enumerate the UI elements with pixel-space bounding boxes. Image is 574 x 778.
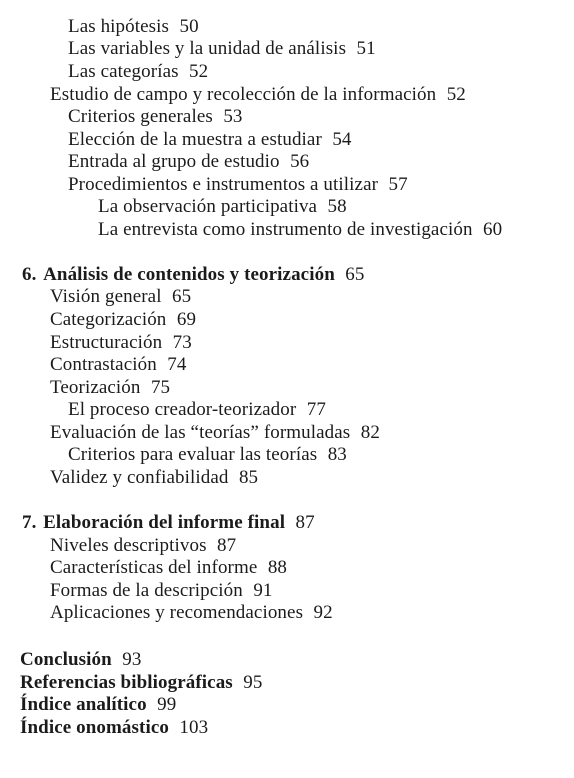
toc-entry-title: Entrada al grupo de estudio xyxy=(68,151,280,172)
toc-entry-page: 57 xyxy=(388,174,408,195)
toc-entry xyxy=(50,580,273,602)
toc-entry xyxy=(50,602,333,624)
toc-entry xyxy=(68,38,376,60)
toc-entry-page: 85 xyxy=(238,467,259,488)
toc-entry-page: 56 xyxy=(290,151,310,172)
toc-entry-page: 74 xyxy=(167,354,187,375)
toc-entry-page: 52 xyxy=(446,84,466,105)
toc-entry xyxy=(50,377,170,399)
toc-entry xyxy=(50,422,380,444)
toc-entry-page: 73 xyxy=(172,332,192,353)
toc-entry-title: Teorización xyxy=(50,377,141,398)
toc-entry xyxy=(68,106,243,128)
toc-entry xyxy=(68,16,199,38)
toc-entry xyxy=(98,196,347,218)
toc-entry-title: Estudio de campo y recolección de la información xyxy=(50,84,437,105)
toc-entry-page: 75 xyxy=(150,377,171,398)
toc-entry-title: Formas de la descripción xyxy=(50,580,243,601)
toc-entry-page: 88 xyxy=(267,557,288,578)
toc-entry-page: 52 xyxy=(189,61,209,82)
toc-entry-page: 51 xyxy=(356,38,376,59)
toc-entry-title: Elección de la muestra a estudiar xyxy=(68,129,322,150)
toc-entry xyxy=(68,129,352,151)
toc-entry-title: Análisis de contenidos y teorización xyxy=(43,264,335,285)
toc-entry-title: Visión general xyxy=(50,286,162,307)
toc-entry xyxy=(50,332,192,354)
toc-entry-title: Las categorías xyxy=(68,61,179,82)
toc-entry-title: Aplicaciones y recomendaciones xyxy=(50,602,304,623)
toc-entry xyxy=(22,264,365,286)
toc-entry-title: Validez y confiabilidad xyxy=(50,467,229,488)
toc-entry xyxy=(50,354,186,376)
toc-entry-title: Contrastación xyxy=(50,354,157,375)
toc-entry-title: Elaboración del informe final xyxy=(43,512,286,533)
toc-entry xyxy=(20,717,208,739)
toc-entry xyxy=(50,309,196,331)
toc-entry xyxy=(68,444,347,466)
toc-entry xyxy=(20,672,262,694)
toc-entry xyxy=(20,649,141,671)
toc-entry-title: Categorización xyxy=(50,309,167,330)
toc-entry-title: Conclusión xyxy=(20,649,112,670)
toc-entry-title: Las variables y la unidad de análisis xyxy=(68,38,347,59)
toc-entry-page: 58 xyxy=(327,196,347,217)
toc-entry-title: El proceso creador-teorizador xyxy=(68,399,297,420)
toc-entry-title: Las hipótesis xyxy=(68,16,170,37)
toc-entry xyxy=(50,286,191,308)
toc-entry xyxy=(20,694,176,716)
toc-entry-title: Estructuración xyxy=(50,332,163,353)
toc-entry-title: La entrevista como instrumento de investigación xyxy=(98,219,473,240)
toc-entry-title: Características del informe xyxy=(50,557,258,578)
toc-entry xyxy=(68,151,309,173)
toc-entry-page: 92 xyxy=(313,602,333,623)
toc-entry-page: 65 xyxy=(345,264,365,285)
toc-entry-title: Criterios generales xyxy=(68,106,213,127)
toc-entry-page: 87 xyxy=(295,512,315,533)
toc-entry-title: Referencias bibliográficas xyxy=(20,672,233,693)
toc-entry xyxy=(22,512,315,534)
toc-entry-page: 82 xyxy=(360,422,380,443)
toc-entry xyxy=(68,399,326,421)
toc-entry xyxy=(50,467,258,489)
toc-entry-page: 69 xyxy=(176,309,197,330)
toc-entry-page: 95 xyxy=(243,672,263,693)
chapter-number: 7. xyxy=(22,512,37,533)
chapter-number: 6. xyxy=(22,264,37,285)
toc-entry xyxy=(50,557,287,579)
toc-entry-page: 54 xyxy=(332,129,352,150)
toc-entry-title: Procedimientos e instrumentos a utilizar xyxy=(68,174,379,195)
toc-entry-title: La observación participativa xyxy=(98,196,318,217)
toc-entry-page: 65 xyxy=(172,286,192,307)
toc-entry-page: 53 xyxy=(223,106,243,127)
toc-entry-title: Índice onomástico xyxy=(20,717,169,738)
toc-entry-title: Evaluación de las “teorías” formuladas xyxy=(50,422,351,443)
toc-entry-title: Índice analítico xyxy=(20,694,147,715)
toc-entry xyxy=(50,84,466,106)
toc-entry xyxy=(68,61,208,83)
toc-entry-page: 87 xyxy=(217,535,237,556)
toc-entry-page: 99 xyxy=(157,694,177,715)
toc-entry xyxy=(98,219,502,241)
toc-entry-page: 93 xyxy=(122,649,142,670)
toc-entry xyxy=(68,174,408,196)
toc-entry xyxy=(50,535,236,557)
toc-entry-title: Niveles descriptivos xyxy=(50,535,207,556)
toc-entry-page: 103 xyxy=(179,717,209,738)
toc-entry-title: Criterios para evaluar las teorías xyxy=(68,444,318,465)
toc-entry-page: 50 xyxy=(179,16,199,37)
toc-entry-page: 83 xyxy=(327,444,347,465)
toc-entry-page: 77 xyxy=(306,399,326,420)
toc-entry-page: 91 xyxy=(253,580,273,601)
toc-entry-page: 60 xyxy=(483,219,503,240)
